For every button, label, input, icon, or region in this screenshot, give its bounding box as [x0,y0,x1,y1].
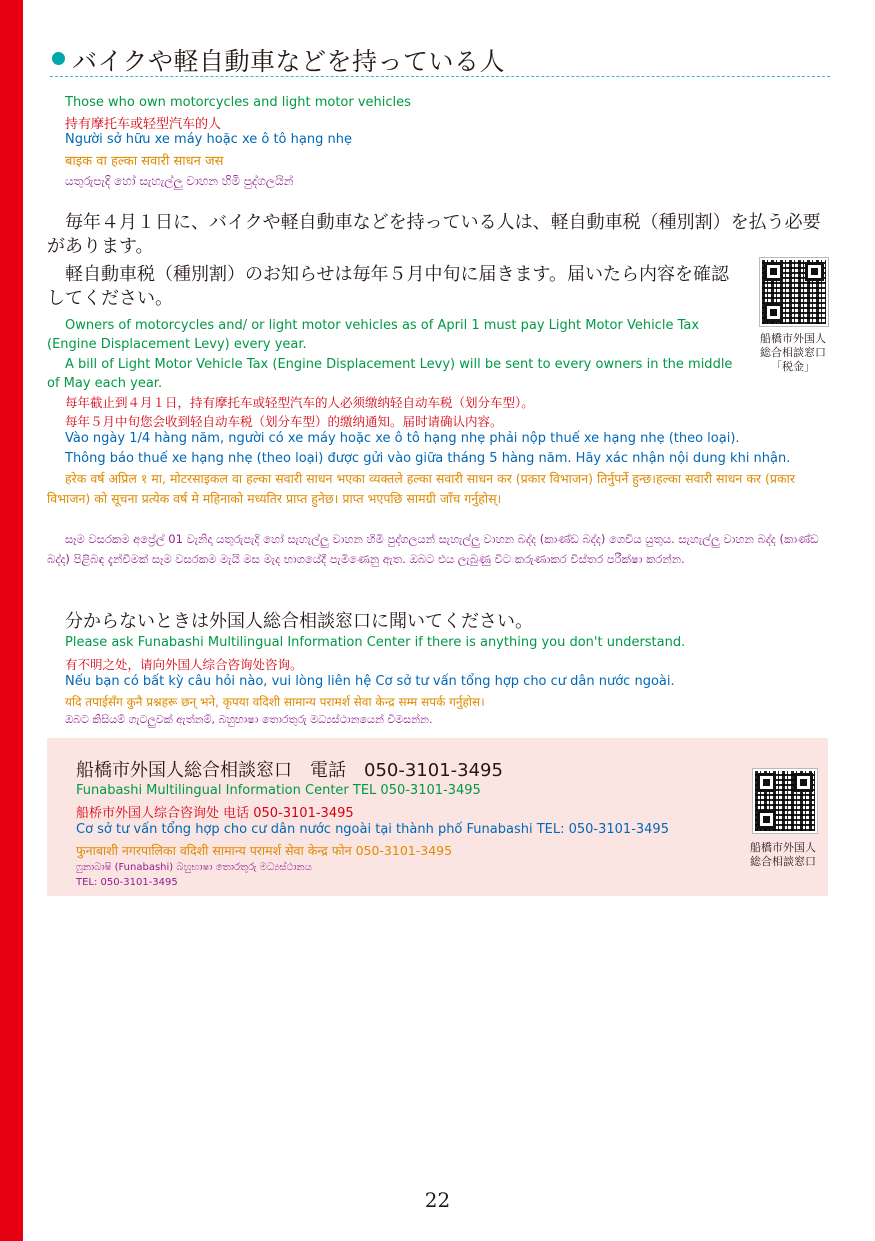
qr-finder-icon [764,303,783,322]
contact-ja: 船橋市外国人総合相談窓口 電話 050-3101-3495 [76,760,503,781]
tax-ja-paragraph-2: 軽自動車税（種別割）のお知らせは毎年５月中旬に届きます。届いたら内容を確認してください。 [47,264,730,309]
tax-zh-paragraph-1: 每年截止到４月１日，持有摩托车或轻型汽车的人必须缴纳轻自动车税（划分车型）。 [65,395,534,410]
ask-ja: 分からないときは外国人総合相談窓口に聞いてください。 [65,611,533,632]
tax-vi-paragraph-2: Thông báo thuế xe hạng nhẹ (theo loại) được gửi vào giữa tháng 5 hàng năm. Hãy xác nhận nội dung khi nhận. [65,451,791,466]
qr-finder-icon [757,810,776,829]
tax-ne-paragraph: हरेक वर्ष अप्रिल १ मा, मोटरसाइकल वा हल्का सवारी साधन भएका व्यक्तले हल्का सवारी साधन कर (प्रकार विभाजन) तिर्नुपर्ने हुन्छ।हल्का सवारी साधन कर (प्रकार विभाजन) को सूचना प्रत्येक वर्ष मे महिनाको मध्यतिर प्राप्त हुनेछ। प्राप्त भएपछि सामग्री जाँच गर्नुहोस्। [47,471,795,506]
qr-tax-caption [752,332,834,374]
qr-consultation-caption-line: 船橋市外国人 [750,841,816,854]
ask-en: Please ask Funabashi Multilingual Information Center if there is anything you don't understand. [65,635,686,650]
intro-vi: Người sở hữu xe máy hoặc xe ô tô hạng nhẹ [65,132,352,147]
qr-code-consultation[interactable] [753,769,817,833]
contact-en: Funabashi Multilingual Information Center TEL 050-3101-3495 [76,783,481,798]
ask-ne: यदि तपाईसँग कुनै प्रश्नहरू छन् भने, कृपया वदिशी सामान्य परामर्श सेवा केन्द्र सम्म सपर्क गर्नुहोस। [65,695,485,709]
contact-zh: 船桥市外国人综合咨询处 电话 050-3101-3495 [76,806,354,821]
qr-finder-icon [764,262,783,281]
qr-consultation-caption [742,841,824,869]
contact-ne: फुनाबाशी नगरपालिका वदिशी सामान्य परामर्श सेवा केन्द्र फोन 050-3101-3495 [76,843,453,858]
tax-si-paragraph: සෑම වසරකම අප්‍රේල් 01 වැනිදා යතුරුපැදි හෝ සැහැල්ලු වාහන හිමි පුද්ගලයන් සැහැල්ලු වාහන බද්ද (කාණ්ඩ බද්ද) ගෙවිය යුතුය. සැහැල්ලු වාහන බද්ද (කාණ්ඩ බද්ද) පිළිබඳ දැන්වීමක් සෑම වසරකම මැයි මස මැද භාගයේදී පැමිණෙනු ඇත. ඔබට එය ලැබුණු විට කරුණාකර විස්තර පරීක්ෂා කරන්න. [47,532,819,566]
tax-ja-paragraph-1: 毎年４月１日に、バイクや軽自動車などを持っている人は、軽自動車税（種別割）を払う必要があります。 [47,212,821,257]
contact-si: ෆුනාබාෂි (Funabashi) බහුභාෂා තොරතුරු මධ්‍යස්ථානය [76,862,312,873]
contact-vi: Cơ sở tư vấn tổng hợp cho cư dân nước ngoài tại thành phố Funabashi TEL: 050-3101-3495 [76,822,669,837]
ask-vi: Nếu bạn có bất kỳ câu hỏi nào, vui lòng liên hệ Cơ sở tư vấn tổng hợp cho cư dân nước ngoài. [65,674,675,689]
section-heading [50,42,830,77]
qr-tax-caption-line: 「税金」 [771,360,815,373]
section-title: バイクや軽自動車などを持っている人 [72,47,506,76]
tax-zh-paragraph-2: 每年５月中旬您会收到轻自动车税（划分车型）的缴纳通知。届时请确认内容。 [65,414,503,429]
qr-consultation-caption-line: 総合相談窓口 [750,855,816,868]
ask-si: ඔබට කිසියම් ගැටලුවක් ඇත්නම්, බහුභාෂා තොරතුරු මධ්‍යස්ථානයෙන් විමසන්න. [65,713,433,726]
tax-en-paragraph-2: A bill of Light Motor Vehicle Tax (Engine Displacement Levy) will be sent to every owners in the middle of May each year. [47,357,733,391]
bullet-dot-icon [52,52,65,65]
tax-en-paragraph-1: Owners of motorcycles and/ or light motor vehicles as of April 1 must pay Light Motor Vehicle Tax (Engine Displacement Levy) every year. [47,318,700,352]
qr-finder-icon [757,773,776,792]
intro-ne: बाइक वा हल्का सवारी साधन जस [65,154,224,169]
page-number: 22 [424,1188,451,1212]
qr-tax-caption-line: 船橋市外国人 [760,332,826,345]
ask-zh: 有不明之处，请向外国人综合咨询处咨询。 [65,657,303,672]
left-red-bar [0,0,23,1241]
qr-finder-icon [805,262,824,281]
intro-si: යතුරුපැදි හෝ සැහැල්ලු වාහන හිමි පුද්ගලයින් [65,174,294,188]
qr-finder-icon [794,773,813,792]
qr-tax-caption-line: 総合相談窓口 [760,346,826,359]
contact-box [47,738,828,896]
qr-code-tax[interactable] [760,258,828,326]
intro-zh: 持有摩托车或轻型汽车的人 [65,117,222,132]
tax-vi-paragraph-1: Vào ngày 1/4 hàng năm, người có xe máy hoặc xe ô tô hạng nhẹ phải nộp thuế xe hạng nhẹ (theo loại). [65,431,740,446]
contact-si-tel: TEL: 050-3101-3495 [76,877,178,888]
intro-en: Those who own motorcycles and light motor vehicles [65,95,411,110]
